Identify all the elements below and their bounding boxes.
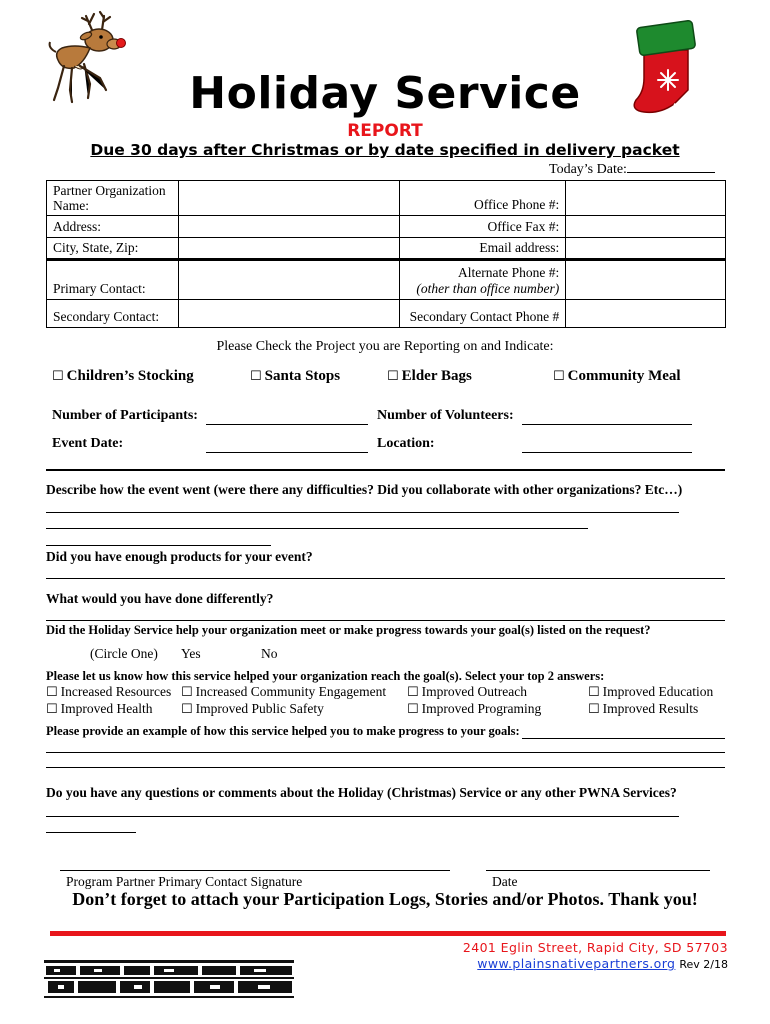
org-name-field[interactable] [178,181,400,216]
footer-web [477,956,728,971]
footer-divider [50,931,726,936]
footer-address: 2401 Eglin Street, Rapid City, SD 57703 [462,940,728,955]
volunteers-label: Number of Volunteers: [377,408,514,423]
address-field[interactable] [178,216,400,238]
office-fax-field[interactable] [566,216,726,238]
page-subtitle: REPORT [347,121,423,141]
goals-question: Did the Holiday Service help your organization meet or make progress towards your goal(s) listed on the request? [46,623,651,637]
due-line: Due 30 days after Christmas or by date specified in delivery packet [90,141,680,159]
differently-line[interactable] [46,620,725,621]
describe-question: Describe how the event went (were there any difficulties? Did you collaborate with other organizations? Etc…) [46,482,683,497]
partner-logo-strip [44,950,296,1002]
volunteers-field[interactable] [522,424,692,425]
checkbox-icon[interactable]: ☐ [553,369,565,384]
section-divider [46,469,725,471]
example-line-1[interactable] [46,752,725,753]
signature-line[interactable] [60,870,450,871]
project-santa-stops[interactable]: ☐ Santa Stops [250,368,341,384]
todays-date [549,161,715,178]
office-fax-label: Office Fax #: [400,216,566,238]
answer-improved-results[interactable]: ☐ Improved Results [588,701,699,717]
location-field[interactable] [522,452,692,453]
revision-label: Rev 2/18 [679,958,728,971]
checkbox-icon[interactable]: ☐ [181,685,193,700]
project-childrens-stocking[interactable]: ☐ Children’s Stocking [52,368,194,384]
partner-info-table [46,180,726,328]
event-date-label: Event Date: [52,436,124,451]
signature-label: Program Partner Primary Contact Signature [66,874,303,889]
alt-phone-note: (other than office number) [416,281,560,296]
city-field[interactable] [178,238,400,260]
participants-label: Number of Participants: [52,408,198,423]
email-label: Email address: [400,238,566,260]
checkbox-icon[interactable]: ☐ [588,702,600,717]
participants-field[interactable] [206,424,368,425]
date-line[interactable] [486,870,710,871]
comments-question: Do you have any questions or comments about the Holiday (Christmas) Service or any other PWNA Services? [46,785,677,800]
checkbox-icon[interactable]: ☐ [250,369,262,384]
example-question: Please provide an example of how this service helped you to make progress to your goals: [46,724,520,738]
footer-note: Don’t forget to attach your Participation Logs, Stories and/or Photos. Thank you! [72,889,698,909]
differently-question: What would you have done differently? [46,591,274,606]
comments-line-2[interactable] [46,832,136,833]
office-phone-label: Office Phone #: [400,181,566,216]
checkbox-icon[interactable]: ☐ [407,702,419,717]
checkbox-icon[interactable]: ☐ [588,685,600,700]
example-line-0[interactable] [522,738,725,739]
email-field[interactable] [566,238,726,260]
website-link[interactable]: www.plainsnativepartners.org [477,956,676,971]
date-label: Date [492,874,518,889]
circle-one-label: (Circle One) [90,646,158,661]
answer-improved-outreach[interactable]: ☐ Improved Outreach [407,684,527,700]
answer-public-safety[interactable]: ☐ Improved Public Safety [181,701,324,717]
no-option[interactable]: No [261,646,278,661]
enough-line[interactable] [46,578,725,579]
yes-option[interactable]: Yes [181,646,201,661]
office-phone-field[interactable] [566,181,726,216]
project-elder-bags[interactable]: ☐ Elder Bags [387,368,472,384]
checkbox-icon[interactable]: ☐ [52,369,64,384]
checkbox-icon[interactable]: ☐ [407,685,419,700]
comments-line-1[interactable] [46,816,679,817]
answer-improved-education[interactable]: ☐ Improved Education [588,684,714,700]
checkbox-icon[interactable]: ☐ [387,369,399,384]
describe-line-1[interactable] [46,512,679,513]
enough-question: Did you have enough products for your event? [46,549,313,564]
answer-community-engagement[interactable]: ☐ Increased Community Engagement [181,684,387,700]
alt-phone-label: Alternate Phone #: [458,265,560,280]
event-date-field[interactable] [206,452,368,453]
todays-date-label: Today’s Date: [549,162,627,177]
describe-line-3[interactable] [46,545,271,546]
secondary-contact-field[interactable] [178,300,400,328]
location-label: Location: [377,436,435,451]
project-heading: Please Check the Project you are Reporting on and Indicate: [216,339,554,354]
secondary-phone-field[interactable] [566,300,726,328]
alt-phone-cell [400,260,566,300]
project-community-meal[interactable]: ☐ Community Meal [553,368,681,384]
secondary-phone-label: Secondary Contact Phone # [400,300,566,328]
org-name-label: Partner Organization Name: [47,181,179,216]
todays-date-field[interactable] [627,161,715,173]
secondary-contact-label: Secondary Contact: [47,300,179,328]
example-line-2[interactable] [46,767,725,768]
answer-increased-resources[interactable]: ☐ Increased Resources [46,684,172,700]
describe-line-2[interactable] [46,528,588,529]
checkbox-icon[interactable]: ☐ [181,702,193,717]
primary-contact-label: Primary Contact: [47,260,179,300]
checkbox-icon[interactable]: ☐ [46,702,58,717]
primary-contact-field[interactable] [178,260,400,300]
city-label: City, State, Zip: [47,238,179,260]
alt-phone-field[interactable] [566,260,726,300]
answer-improved-programing[interactable]: ☐ Improved Programing [407,701,542,717]
top2-question: Please let us know how this service helped your organization reach the goal(s). Select your top 2 answers: [46,669,605,683]
page-title: Holiday Service [189,68,581,119]
answer-improved-health[interactable]: ☐ Improved Health [46,701,153,717]
checkbox-icon[interactable]: ☐ [46,685,58,700]
address-label: Address: [47,216,179,238]
